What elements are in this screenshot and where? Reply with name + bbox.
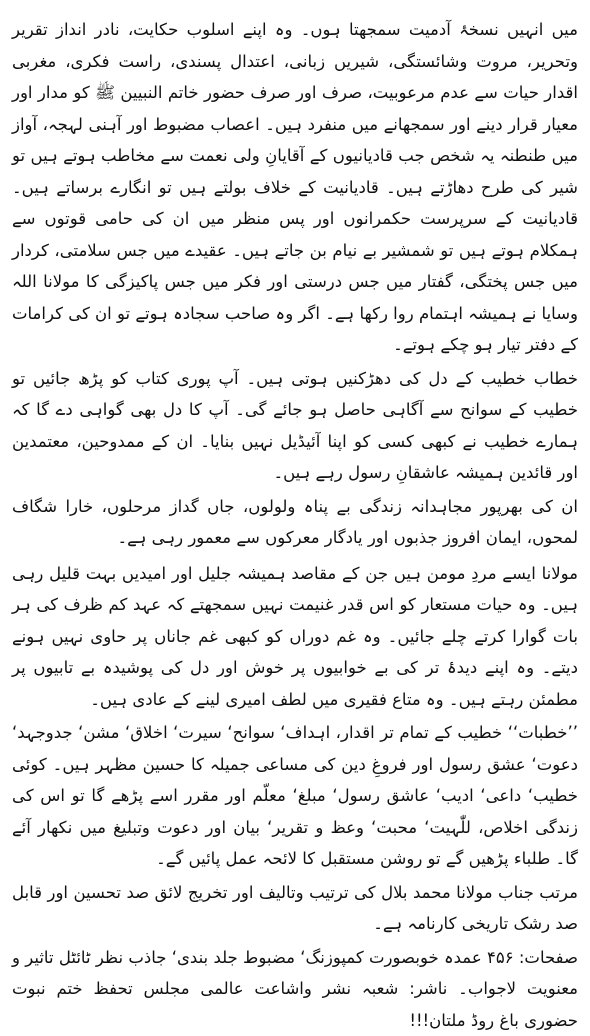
paragraph-khutbat-description: ’’خطبات‘‘ خطیب کے تمام تر اقدار، اہداف‘ سوانح‘ سیرت‘ اخلاق‘ مشن‘ جدوجہد‘ دعوت‘ عشق رسول اور فروغِ دین کی مساعی جمیلہ کا حسین مظہر ہیں۔ کوئی خطیب‘ داعی‘ ادیب‘ عاشق رسول‘ مبلغ‘ معلّم اور مقرر اسے پڑھے گا تو اس کی زندگی اخلاص، للّٰہیت‘ محبت‘ وعظ و تقریر‘ بیان اور دعوت وتبلیغ میں نکھار آئے گا۔ طلباء پڑھیں گے تو روشن مستقبل کا لائحہ عمل پائیں گے۔ xyxy=(12,717,578,875)
paragraph-speech-and-biography: خطاب خطیب کے دل کی دھڑکنیں ہوتی ہیں۔ آپ پوری کتاب کو پڑھ جائیں تو خطیب کے سوانح سے آگاہی حاصل ہو جائے گی۔ آپ کا دل بھی گواہی دے گا کہ ہمارے خطیب نے کبھی کسی کو اپنا آئیڈیل نہیں بنایا۔ ان کے ممدوحین، معتمدین اور قائدین ہمیشہ عاشقانِ رسول رہے ہیں۔ xyxy=(12,363,578,489)
paragraph-man-of-faith: مولانا ایسے مردِ مومن ہیں جن کے مقاصد ہمیشہ جلیل اور امیدیں بہت قلیل رہی ہیں۔ وہ حیات مستعار کو اس قدر غنیمت نہیں سمجھتے کہ عہد کم ظرف کی ہر بات گوارا کرتے چلے جائیں۔ وہ غم دوراں کو کبھی غم جاناں پر حاوی نہیں ہونے دیتے۔ وہ اپنے دیدۂ تر کی بے خوابیوں پر خوش اور دل کی پوشیدہ بے تابیوں پر مطمئن رہتے ہیں۔ وہ متاع فقیری میں لطف امیری لینے کے عادی ہیں۔ xyxy=(12,558,578,716)
paragraph-character-praise: میں انہیں نسخۂ آدمیت سمجھتا ہوں۔ وہ اپنے اسلوب حکایت، نادر انداز تقریر وتحریر، مروت وشائستگی، شیریں زبانی، اعتدال پسندی، راست فکری، مغربی اقدار حیات سے عدم مرعوبیت، صرف اور صرف حضور خاتم النبیین ﷺ کو مدار اور معیار قرار دینے اور سمجھانے میں منفرد ہیں۔ اعصاب مضبوط اور آہنی لہجہ، آواز میں طنطنہ یہ شخص جب قادیانیوں کے آقایانِ ولی نعمت سے مخاطب ہوتے ہیں تو شیر کی طرح دھاڑتے ہیں۔ قادیانیت کے خلاف بولتے ہیں تو انگارے برساتے ہیں۔ قادیانیت کے سرپرست حکمرانوں اور پس منظر میں ان کی حامی قوتوں سے ہمکلام ہوتے ہیں تو شمشیر بے نیام بن جاتے ہیں۔ عقیدے میں جس سلامتی، کردار میں جس پختگی، گفتار میں جس درستی اور فکر میں جس پاکیزگی کا مولانا اللہ وسایا نے ہمیشہ اہتمام روا رکھا ہے۔ اگر وہ صاحب سجادہ ہوتے تو ان کی کرامات کے دفتر تیار ہو چکے ہوتے۔ xyxy=(12,14,578,361)
paragraph-publication-details: صفحات: ۴۵۶ عمدہ خوبصورت کمپوزنگ‘ مضبوط جلد بندی‘ جاذب نظر ٹائٹل تاثیر و معنویت لاجواب۔ ناشر: شعبہ نشر واشاعت عالمی مجلس تحفظ ختم نبوت حضوری باغ روڈ ملتان!!! xyxy=(12,942,578,1036)
paragraph-mujahid-life: ان کی بھرپور مجاہدانہ زندگی بے پناہ ولولوں، جاں گداز مرحلوں، خارا شگاف لمحوں، ایمان افروز جذبوں اور یادگار معرکوں سے معمور رہی ہے۔ xyxy=(12,491,578,554)
paragraph-compiler-credit: مرتب جناب مولانا محمد بلال کی ترتیب وتالیف اور تخریج لائق صد تحسین اور قابل صد رشک تاریخی کارنامہ ہے۔ xyxy=(12,877,578,940)
